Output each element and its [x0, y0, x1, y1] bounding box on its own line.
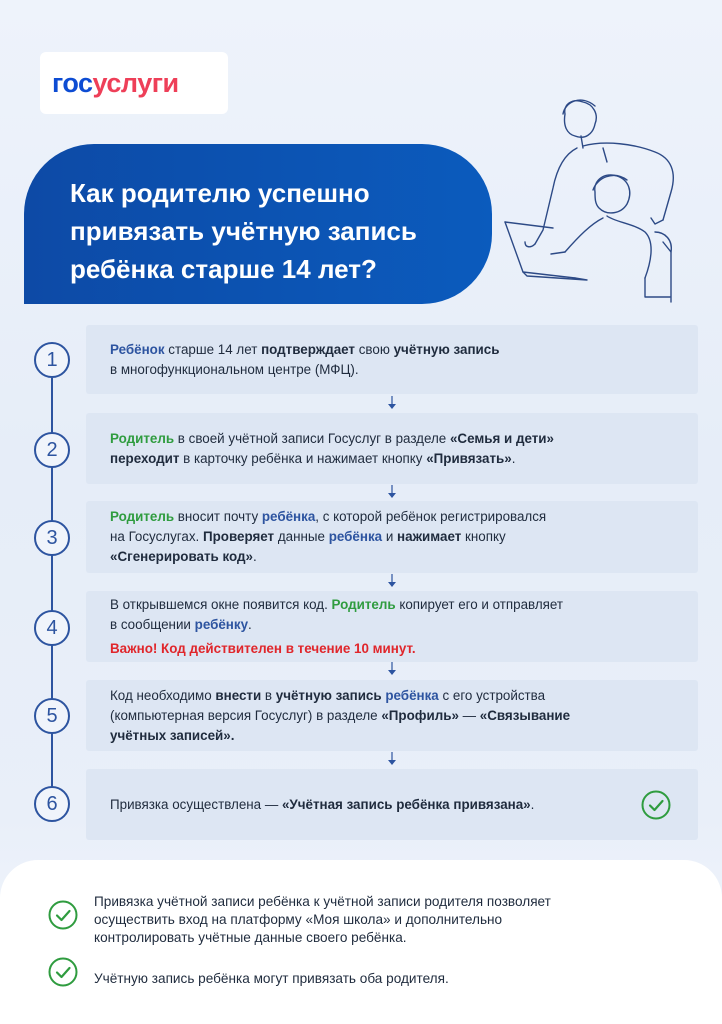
text-segment: учётных записей». [110, 727, 235, 743]
arrow-down-icon [386, 574, 398, 588]
step-number-1: 1 [34, 342, 70, 378]
text-segment: в [261, 687, 276, 703]
text-segment: подтверждает [261, 341, 355, 357]
text-segment: . [511, 450, 516, 466]
step-4-warning [110, 639, 676, 659]
step-2-line-2 [110, 449, 676, 469]
text-segment: в своей учётной записи Госуслуг в разделе [174, 430, 450, 446]
step-card-2 [86, 413, 698, 484]
text-segment: учётную запись [275, 687, 382, 703]
step-1-line-2 [110, 360, 676, 380]
text-segment: в многофункциональном центре (МФЦ). [110, 361, 359, 377]
step-number-3: 3 [34, 520, 70, 556]
hero-title-line-1: Как родителю успешно [70, 178, 370, 208]
arrow-down-icon [386, 485, 398, 499]
text-segment: , с которой ребёнок регистрировался [315, 509, 547, 524]
text-segment: Ребёнок [110, 341, 165, 357]
arrow-down-icon [386, 662, 398, 676]
step-5-line-3 [110, 726, 676, 746]
step-card-4 [86, 591, 698, 662]
text-segment: Код необходимо [110, 687, 216, 703]
text-segment: в карточку ребёнка и нажимает кнопку [179, 450, 427, 466]
footer-note-1-line-2: осуществить вход на платформу «Моя школа» и дополнительно [94, 912, 503, 927]
text-segment: ребёнку [194, 616, 249, 632]
footer-note-1-line-3: контролировать учётные данные своего ребёнка. [94, 930, 407, 945]
step-5-line-2 [110, 706, 676, 726]
parent-child-laptop-illustration [495, 92, 705, 307]
text-segment: — [458, 707, 480, 723]
text-segment: Привязка осуществлена — [110, 796, 282, 812]
text-segment: «Связывание [479, 707, 571, 723]
footer-note-1 [94, 893, 674, 947]
text-segment: данные [274, 529, 329, 544]
text-segment: в сообщении [110, 616, 195, 632]
hero-title-line-2: привязать учётную запись [70, 216, 417, 246]
text-segment: учётную запись [393, 341, 500, 357]
step-6-line-1 [110, 795, 676, 815]
check-circle-icon [48, 957, 78, 987]
step-number-2: 2 [34, 432, 70, 468]
text-segment: «Сгенерировать код» [110, 549, 253, 564]
hero-title-line-3: ребёнка старше 14 лет? [70, 254, 377, 284]
text-segment: Родитель [110, 509, 175, 524]
step-3-line-3 [110, 547, 676, 567]
text-segment: . [248, 616, 252, 632]
step-1-line-1 [110, 340, 676, 360]
step-2-line-1 [110, 429, 676, 449]
step-card-1 [86, 325, 698, 394]
step-number-5: 5 [34, 698, 70, 734]
text-segment: ребёнка [328, 529, 383, 544]
step-number-6: 6 [34, 786, 70, 822]
text-segment: «Профиль» [381, 707, 459, 723]
text-segment: свою [355, 341, 394, 357]
text-segment: внести [215, 687, 262, 703]
text-segment: «Семья и дети» [449, 430, 554, 446]
check-circle-icon [48, 900, 78, 930]
step-card-3 [86, 501, 698, 573]
logo-part-uslugi: услуги [92, 67, 179, 98]
text-segment: . [530, 796, 535, 812]
text-segment: В открывшемся окне появится код. [110, 596, 332, 612]
text-segment: переходит [110, 450, 180, 466]
step-4-line-1 [110, 595, 676, 615]
logo-part-gos: гос [52, 67, 93, 98]
arrow-down-icon [386, 752, 398, 766]
step-card-6 [86, 769, 698, 840]
check-circle-icon [641, 790, 671, 820]
text-segment: Родитель [331, 596, 396, 612]
footer-note-1-line-1: Привязка учётной записи ребёнка к учётной записи родителя позволяет [94, 894, 551, 909]
footer-note-2: Учётную запись ребёнка могут привязать оба родителя. [94, 971, 449, 986]
gosuslugi-logo [40, 52, 228, 114]
text-segment: «Учётная запись ребёнка привязана» [281, 796, 531, 812]
text-segment: . [252, 549, 257, 564]
arrow-down-icon [386, 396, 398, 410]
text-segment: нажимает [397, 529, 462, 544]
text-segment: и [382, 529, 398, 544]
text-segment: на Госуслугах. [110, 529, 203, 544]
step-4-line-2 [110, 615, 676, 635]
text-segment: с его устройства [438, 687, 546, 703]
text-segment: (компьютерная версия Госуслуг) в разделе [110, 707, 382, 723]
hero-title-banner [24, 144, 492, 304]
text-segment: Родитель [110, 430, 175, 446]
step-3-line-1 [110, 507, 676, 527]
text-segment: вносит почту [174, 509, 262, 524]
text-segment: Проверяет [202, 529, 275, 544]
text-segment: старше 14 лет [164, 341, 262, 357]
text-segment: копирует его и отправляет [395, 596, 564, 612]
text-segment: Важно! Код действителен в течение 10 минут. [110, 640, 416, 656]
text-segment: «Привязать» [426, 450, 512, 466]
step-3-line-2 [110, 527, 676, 547]
step-5-line-1 [110, 686, 676, 706]
text-segment: кнопку [461, 529, 506, 544]
text-segment: ребёнка [261, 509, 316, 524]
text-segment: ребёнка [385, 687, 439, 703]
step-card-5 [86, 680, 698, 751]
step-number-4: 4 [34, 610, 70, 646]
